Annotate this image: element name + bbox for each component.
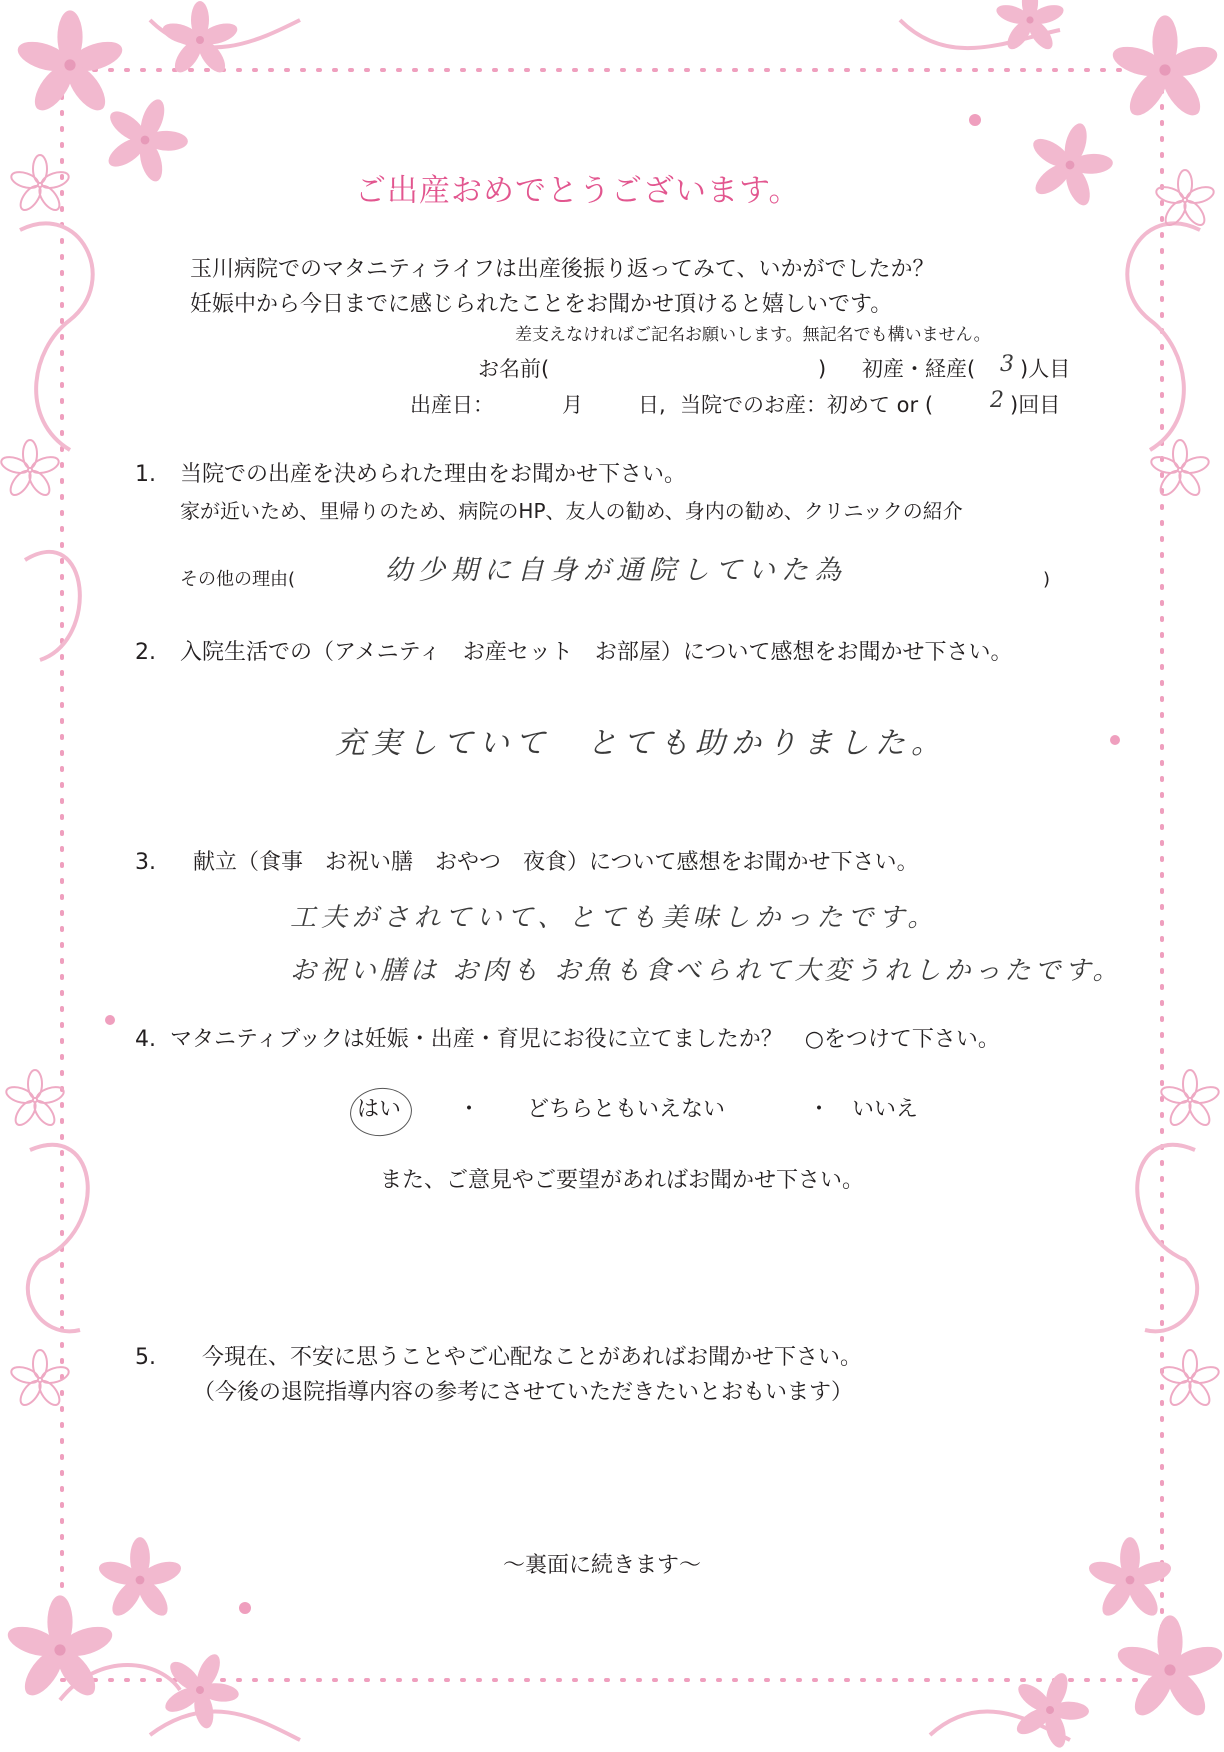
q1-number: 1. — [135, 462, 156, 487]
times-label: 当院でのお産：初めて or ( — [680, 393, 934, 417]
q1-other-close: ) — [1043, 569, 1051, 590]
parity-label: 初産・経産( — [862, 357, 976, 381]
q1-options: 家が近いため、里帰りのため、病院のHP、友人の勧め、身内の勧め、クリニックの紹介 — [180, 499, 963, 523]
q3-number: 3. — [135, 850, 156, 875]
q1-other-label: その他の理由( — [180, 569, 296, 590]
q4-separator-2: ・ — [808, 1097, 831, 1122]
q4-text: マタニティブックは妊娠・出産・育児にお役に立てましたか？ ○をつけて下さい。 — [170, 1027, 1000, 1052]
q1-text: 当院での出産を決められた理由をお聞かせ下さい。 — [180, 462, 687, 487]
q4-choice-no[interactable]: いいえ — [852, 1097, 919, 1122]
intro-line-2: 妊娠中から今日までに感じられたことをお聞かせ頂けると嬉しいです。 — [190, 292, 893, 317]
birth-date-label: 出産日： — [410, 393, 494, 417]
q2-text: 入院生活での（アメニティ お産セット お部屋）について感想をお聞かせ下さい。 — [180, 640, 1013, 665]
parity-value: 3 — [1000, 352, 1020, 377]
continued-footer: ～裏面に続きます～ — [503, 1553, 702, 1578]
q3-answer-line-2: お祝い膳は お肉も お魚も食べられて大変うれしかったです。 — [290, 956, 1123, 986]
day-label: 日, — [638, 393, 666, 417]
intro-note: 差支えなければご記名お願いします。無記名でも構いません。 — [515, 325, 991, 345]
q4-choice-neutral[interactable]: どちらともいえない — [527, 1097, 726, 1122]
q5-text: 今現在、不安に思うことやご心配なことがあればお聞かせ下さい。 — [202, 1345, 863, 1370]
q4-followup: また、ご意見やご要望があればお聞かせ下さい。 — [380, 1168, 865, 1193]
q5-number: 5. — [135, 1345, 156, 1370]
times-value: 2 — [990, 388, 1010, 413]
q2-answer: 充実していて とても助かりました。 — [335, 726, 947, 761]
q5-note: （今後の退院指導内容の参考にさせていただきたいとおもいます） — [193, 1380, 854, 1405]
q4-choice-yes[interactable]: はい — [357, 1097, 402, 1122]
q4-number: 4. — [135, 1027, 156, 1052]
name-close: ) — [818, 357, 827, 381]
intro-line-1: 玉川病院でのマタニティライフは出産後振り返ってみて、いかがでしたか？ — [190, 257, 935, 282]
times-suffix: )回目 — [1010, 393, 1061, 417]
q4-separator-1: ・ — [458, 1097, 481, 1122]
name-label: お名前( — [478, 357, 550, 381]
q1-answer: 幼少期に自身が通院していた為 — [385, 555, 847, 586]
q3-text: 献立（食事 お祝い膳 おやつ 夜食）について感想をお聞かせ下さい。 — [193, 850, 919, 875]
page-title: ご出産おめでとうございます。 — [355, 173, 801, 209]
q3-answer-line-1: 工夫がされていて、とても美味しかったです。 — [290, 903, 939, 933]
month-label: 月 — [562, 393, 583, 417]
q2-number: 2. — [135, 640, 156, 665]
parity-suffix: )人目 — [1020, 357, 1071, 381]
